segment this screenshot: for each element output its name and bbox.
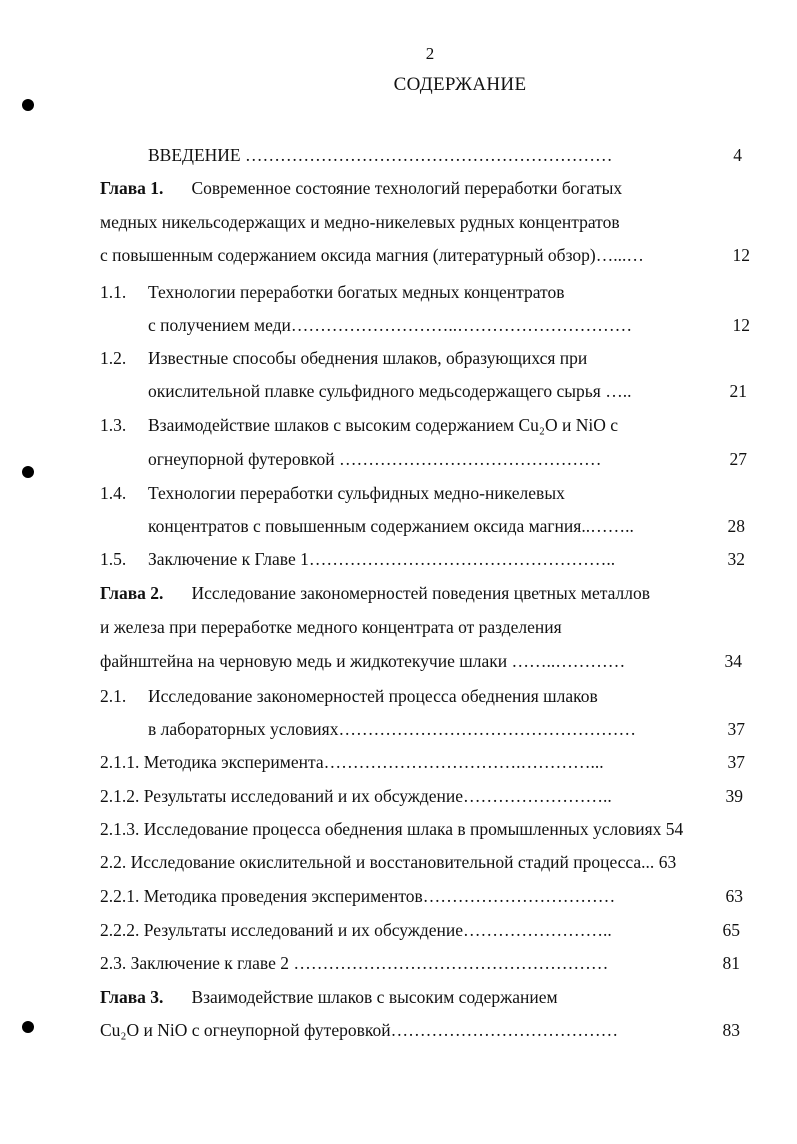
toc-section-1-1-line-2: с получением меди………………………..………………………… bbox=[148, 315, 633, 335]
toc-section-number: 2.1. bbox=[100, 686, 127, 706]
toc-chapter-3-line-2: Cu₂O и NiO с огнеупорной футеровкой………………………………… bbox=[100, 1020, 619, 1040]
toc-section-2-1-line-1: Исследование закономерностей процесса обеднения шлаков bbox=[148, 686, 598, 706]
toc-page: 27 bbox=[729, 449, 747, 469]
toc-page: 12 bbox=[732, 245, 750, 265]
binding-hole-top bbox=[22, 99, 34, 111]
toc-section-1-2-line-2: окислительной плавке сульфидного медьсодержащего сырья ….. bbox=[148, 381, 632, 401]
toc-section-2-2-1: 2.2.1. Методика проведения экспериментов…………………………… bbox=[100, 886, 616, 906]
toc-page: 37 bbox=[727, 752, 745, 772]
toc-section-number: 1.4. bbox=[100, 483, 127, 503]
toc-section-2-1-2: 2.1.2. Результаты исследований и их обсуждение…………………….. bbox=[100, 786, 612, 806]
toc-chapter-2-line-2: и железа при переработке медного концентрата от разделения bbox=[100, 617, 562, 637]
toc-section-2-2: 2.2. Исследование окислительной и восстановительной стадий процесса... 63 bbox=[100, 852, 677, 872]
page-number: 2 bbox=[425, 44, 435, 63]
binding-hole-middle bbox=[22, 466, 34, 478]
toc-page: 32 bbox=[727, 549, 745, 569]
toc-section-2-3: 2.3. Заключение к главе 2 ……………………………………………… bbox=[100, 953, 609, 973]
toc-section-1-3-line-1: Взаимодействие шлаков с высоким содержанием Cu₂O и NiO с bbox=[148, 415, 619, 435]
toc-section-1-2-line-1: Известные способы обеднения шлаков, образующихся при bbox=[148, 348, 588, 368]
chapter-number: Глава 3. bbox=[100, 987, 164, 1007]
toc-section-number: 1.2. bbox=[100, 348, 127, 368]
toc-chapter-3-line-1: Глава 3. Взаимодействие шлаков с высоким содержанием bbox=[100, 987, 558, 1007]
toc-page: 4 bbox=[733, 145, 742, 165]
toc-section-2-1-3: 2.1.3. Исследование процесса обеднения шлака в промышленных условиях 54 bbox=[100, 819, 684, 839]
chapter-number: Глава 1. bbox=[100, 178, 164, 198]
toc-page: 37 bbox=[727, 719, 745, 739]
toc-section-1-1-line-1: Технологии переработки богатых медных концентратов bbox=[148, 282, 565, 302]
toc-page: 34 bbox=[724, 651, 742, 671]
toc-page: 83 bbox=[722, 1020, 740, 1040]
toc-section-1-4-line-2: концентратов с повышенным содержанием оксида магния..…….. bbox=[148, 516, 634, 536]
toc-page: 39 bbox=[725, 786, 743, 806]
toc-section-2-1-1: 2.1.1. Методика эксперимента…………………………….…………... bbox=[100, 752, 604, 772]
toc-section-2-2-2: 2.2.2. Результаты исследований и их обсуждение…………………….. bbox=[100, 920, 612, 940]
toc-section-number: 1.5. bbox=[100, 549, 127, 569]
toc-section-1-5-line-1: Заключение к Главе 1…………………………………………….. bbox=[148, 549, 616, 569]
toc-page: 21 bbox=[729, 381, 747, 401]
chapter-number: Глава 2. bbox=[100, 583, 164, 603]
toc-section-number: 1.1. bbox=[100, 282, 127, 302]
binding-hole-bottom bbox=[22, 1021, 34, 1033]
toc-entry-intro: ВВЕДЕНИЕ ……………………………………………………… bbox=[148, 145, 613, 165]
toc-section-1-4-line-1: Технологии переработки сульфидных медно-никелевых bbox=[148, 483, 565, 503]
toc-page: 63 bbox=[725, 886, 743, 906]
toc-section-2-1-line-2: в лабораторных условиях…………………………………………… bbox=[148, 719, 636, 739]
toc-section-number: 1.3. bbox=[100, 415, 127, 435]
toc-chapter-2-line-3: файнштейна на черновую медь и жидкотекучие шлаки ……..………… bbox=[100, 651, 626, 671]
toc-page: 12 bbox=[732, 315, 750, 335]
toc-page: 28 bbox=[727, 516, 745, 536]
toc-page: 81 bbox=[722, 953, 740, 973]
toc-section-1-3-line-2: огнеупорной футеровкой ……………………………………… bbox=[148, 449, 602, 469]
toc-chapter-1-line-2: медных никельсодержащих и медно-никелевых рудных концентратов bbox=[100, 212, 620, 232]
toc-chapter-2-line-1: Глава 2. Исследование закономерностей поведения цветных металлов bbox=[100, 583, 651, 603]
toc-page: 65 bbox=[722, 920, 740, 940]
toc-chapter-1-line-1: Глава 1. Современное состояние технологий переработки богатых bbox=[100, 178, 623, 198]
toc-chapter-1-line-3: с повышенным содержанием оксида магния (литературный обзор)…...… bbox=[100, 245, 644, 265]
page-title: СОДЕРЖАНИЕ bbox=[393, 74, 527, 95]
